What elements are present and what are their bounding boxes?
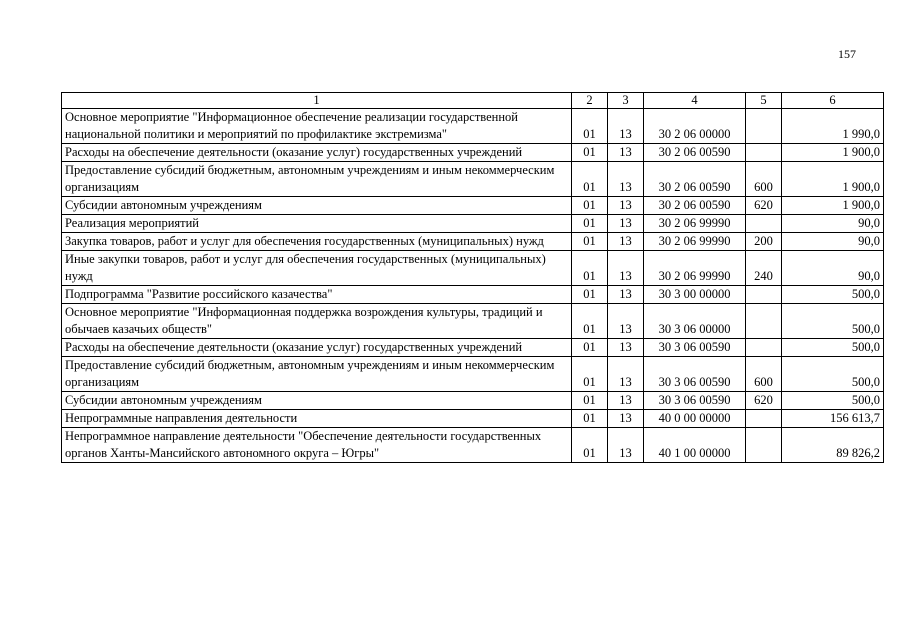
row-amount: 89 826,2 — [782, 428, 884, 463]
table-row — [62, 144, 884, 162]
header-col-4: 4 — [644, 93, 746, 109]
row-section: 01 — [572, 286, 608, 304]
row-name: Расходы на обеспечение деятельности (оказание услуг) государственных учреждений — [62, 339, 572, 357]
header-col-1: 1 — [62, 93, 572, 109]
row-target-article: 30 2 06 00590 — [644, 162, 746, 197]
row-expense-type: 620 — [746, 197, 782, 215]
row-section: 01 — [572, 233, 608, 251]
row-amount: 90,0 — [782, 251, 884, 286]
table-row — [62, 109, 884, 144]
row-name: Иные закупки товаров, работ и услуг для обеспечения государственных (муниципальных) нужд — [62, 251, 572, 286]
row-name: Подпрограмма "Развитие российского казачества" — [62, 286, 572, 304]
row-subsection: 13 — [608, 251, 644, 286]
row-expense-type: 200 — [746, 233, 782, 251]
row-expense-type: 240 — [746, 251, 782, 286]
page-number: 157 — [838, 47, 856, 61]
row-name: Предоставление субсидий бюджетным, автономным учреждениям и иным некоммерческим организациям — [62, 357, 572, 392]
header-col-6: 6 — [782, 93, 884, 109]
table-row — [62, 162, 884, 197]
row-name: Расходы на обеспечение деятельности (оказание услуг) государственных учреждений — [62, 144, 572, 162]
table-row — [62, 215, 884, 233]
row-amount: 1 900,0 — [782, 144, 884, 162]
table-row — [62, 339, 884, 357]
row-name: Субсидии автономным учреждениям — [62, 197, 572, 215]
row-expense-type — [746, 410, 782, 428]
row-expense-type — [746, 339, 782, 357]
row-section: 01 — [572, 339, 608, 357]
row-target-article: 30 2 06 00590 — [644, 144, 746, 162]
row-subsection: 13 — [608, 233, 644, 251]
row-section: 01 — [572, 304, 608, 339]
row-name: Основное мероприятие "Информационная поддержка возрождения культуры, традиций и обычаев казачьих обществ" — [62, 304, 572, 339]
header-col-3: 3 — [608, 93, 644, 109]
row-name: Основное мероприятие "Информационное обеспечение реализации государственной национальной политики и мероприятий по профилактике экстремизма" — [62, 109, 572, 144]
row-subsection: 13 — [608, 339, 644, 357]
row-subsection: 13 — [608, 215, 644, 233]
table-row — [62, 304, 884, 339]
row-target-article: 30 2 06 99990 — [644, 233, 746, 251]
row-subsection: 13 — [608, 357, 644, 392]
row-amount: 500,0 — [782, 286, 884, 304]
table-row — [62, 197, 884, 215]
row-name: Субсидии автономным учреждениям — [62, 392, 572, 410]
row-amount: 1 900,0 — [782, 197, 884, 215]
row-target-article: 30 3 06 00590 — [644, 357, 746, 392]
row-amount: 156 613,7 — [782, 410, 884, 428]
row-expense-type — [746, 215, 782, 233]
row-subsection: 13 — [608, 286, 644, 304]
header-col-5: 5 — [746, 93, 782, 109]
row-name: Реализация мероприятий — [62, 215, 572, 233]
row-target-article: 30 3 06 00590 — [644, 392, 746, 410]
row-expense-type — [746, 109, 782, 144]
row-target-article: 30 2 06 99990 — [644, 215, 746, 233]
row-section: 01 — [572, 197, 608, 215]
row-name: Непрограммное направление деятельности "Обеспечение деятельности государственных органов Ханты-Мансийского автономного округа – Югры" — [62, 428, 572, 463]
row-subsection: 13 — [608, 162, 644, 197]
table-row — [62, 233, 884, 251]
row-target-article: 40 0 00 00000 — [644, 410, 746, 428]
row-target-article: 30 3 06 00000 — [644, 304, 746, 339]
table-row — [62, 428, 884, 463]
row-amount: 500,0 — [782, 304, 884, 339]
row-target-article: 30 2 06 99990 — [644, 251, 746, 286]
row-subsection: 13 — [608, 144, 644, 162]
row-expense-type: 620 — [746, 392, 782, 410]
row-name: Закупка товаров, работ и услуг для обеспечения государственных (муниципальных) нужд — [62, 233, 572, 251]
row-target-article: 30 2 06 00590 — [644, 197, 746, 215]
row-amount: 500,0 — [782, 392, 884, 410]
row-target-article: 30 3 00 00000 — [644, 286, 746, 304]
header-col-2: 2 — [572, 93, 608, 109]
row-expense-type — [746, 286, 782, 304]
row-section: 01 — [572, 215, 608, 233]
table-row — [62, 357, 884, 392]
row-name: Предоставление субсидий бюджетным, автономным учреждениям и иным некоммерческим организациям — [62, 162, 572, 197]
row-subsection: 13 — [608, 410, 644, 428]
row-amount: 1 900,0 — [782, 162, 884, 197]
row-expense-type — [746, 144, 782, 162]
row-subsection: 13 — [608, 109, 644, 144]
table-row — [62, 251, 884, 286]
row-amount: 500,0 — [782, 339, 884, 357]
row-amount: 500,0 — [782, 357, 884, 392]
row-subsection: 13 — [608, 304, 644, 339]
row-subsection: 13 — [608, 428, 644, 463]
row-section: 01 — [572, 251, 608, 286]
row-amount: 90,0 — [782, 233, 884, 251]
row-section: 01 — [572, 357, 608, 392]
row-amount: 90,0 — [782, 215, 884, 233]
table-row — [62, 392, 884, 410]
row-target-article: 40 1 00 00000 — [644, 428, 746, 463]
row-expense-type: 600 — [746, 357, 782, 392]
table-row — [62, 410, 884, 428]
row-subsection: 13 — [608, 197, 644, 215]
row-expense-type — [746, 304, 782, 339]
row-expense-type — [746, 428, 782, 463]
row-name: Непрограммные направления деятельности — [62, 410, 572, 428]
row-section: 01 — [572, 144, 608, 162]
row-section: 01 — [572, 109, 608, 144]
row-section: 01 — [572, 392, 608, 410]
row-target-article: 30 3 06 00590 — [644, 339, 746, 357]
row-section: 01 — [572, 162, 608, 197]
row-section: 01 — [572, 428, 608, 463]
row-section: 01 — [572, 410, 608, 428]
row-subsection: 13 — [608, 392, 644, 410]
row-expense-type: 600 — [746, 162, 782, 197]
table-row — [62, 286, 884, 304]
row-target-article: 30 2 06 00000 — [644, 109, 746, 144]
budget-table — [61, 92, 884, 463]
header-row — [62, 93, 884, 109]
row-amount: 1 990,0 — [782, 109, 884, 144]
